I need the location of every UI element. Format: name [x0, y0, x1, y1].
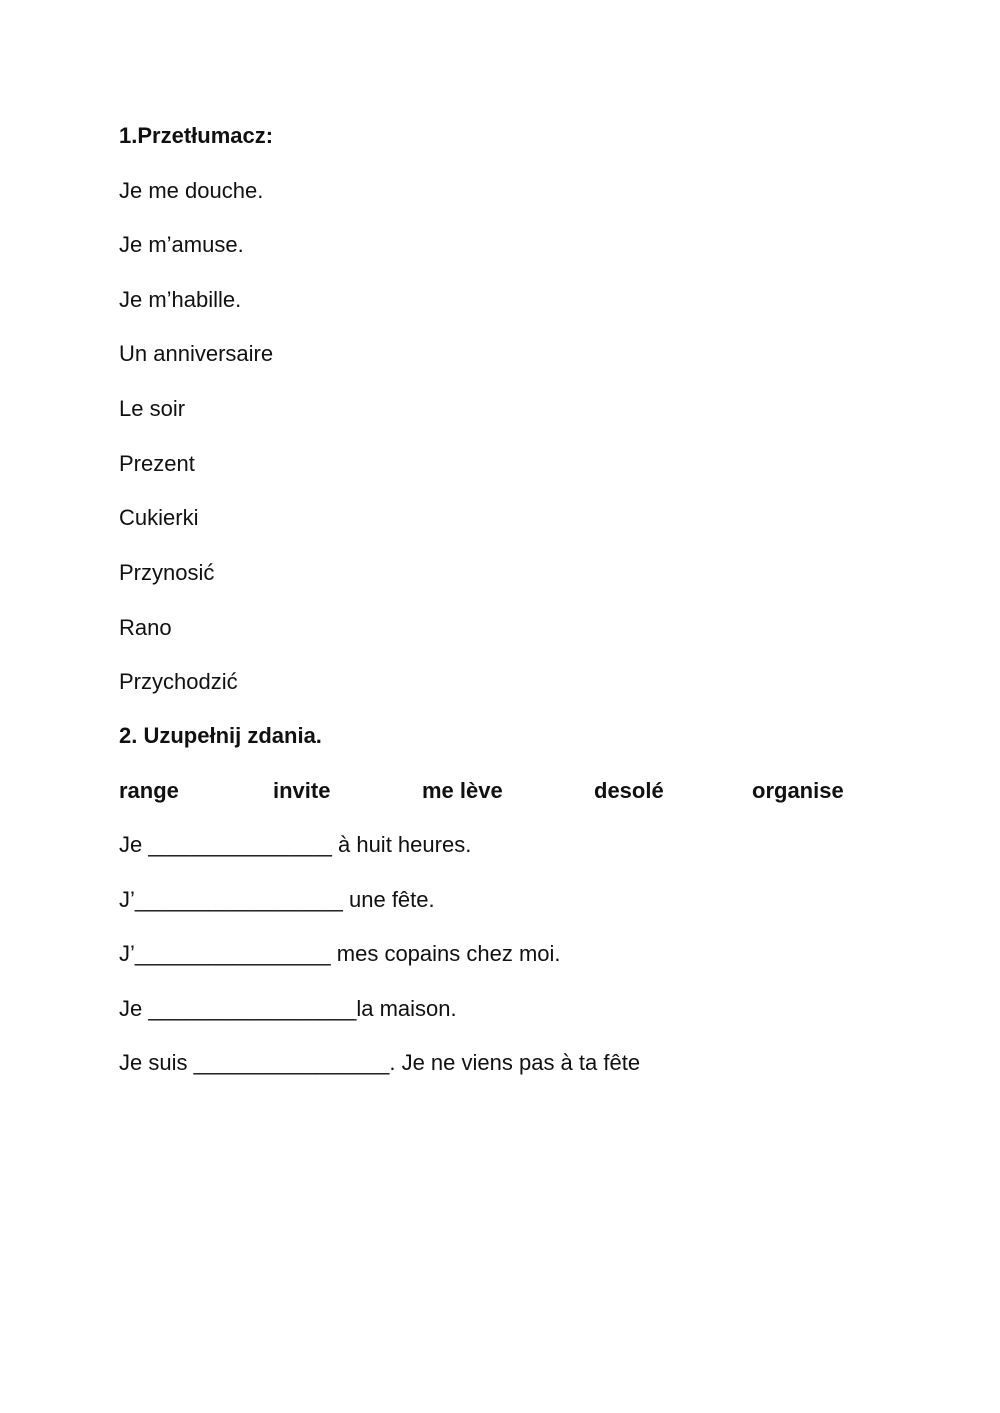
translate-item: Przychodzić	[119, 669, 238, 694]
translate-item: Przynosić	[119, 560, 215, 585]
section2-heading: 2. Uzupełnij zdania.	[119, 723, 322, 748]
section1-heading: 1.Przetłumacz:	[119, 123, 274, 148]
translate-item: Le soir	[119, 396, 186, 421]
fill-in-sentence: J’_________________ une fête.	[119, 887, 435, 912]
translate-item: Je m’amuse.	[119, 232, 244, 257]
translate-item: Rano	[119, 615, 172, 640]
translate-item: Prezent	[119, 451, 195, 476]
word-bank-item: desolé	[594, 778, 664, 803]
word-bank-item: me lève	[422, 778, 503, 803]
fill-in-sentence: Je _______________ à huit heures.	[119, 832, 472, 857]
translate-item: Un anniversaire	[119, 341, 274, 366]
word-bank-item: organise	[752, 778, 844, 803]
translate-item: Je me douche.	[119, 178, 264, 203]
word-bank-item: invite	[273, 778, 331, 803]
translate-item: Je m’habille.	[119, 287, 242, 312]
fill-in-sentence: J’________________ mes copains chez moi.	[119, 941, 561, 966]
translate-item: Cukierki	[119, 505, 199, 530]
word-bank-item: range	[119, 778, 179, 803]
fill-in-sentence: Je suis ________________. Je ne viens pas à ta fête	[119, 1050, 641, 1075]
fill-in-sentence: Je _________________la maison.	[119, 996, 457, 1021]
